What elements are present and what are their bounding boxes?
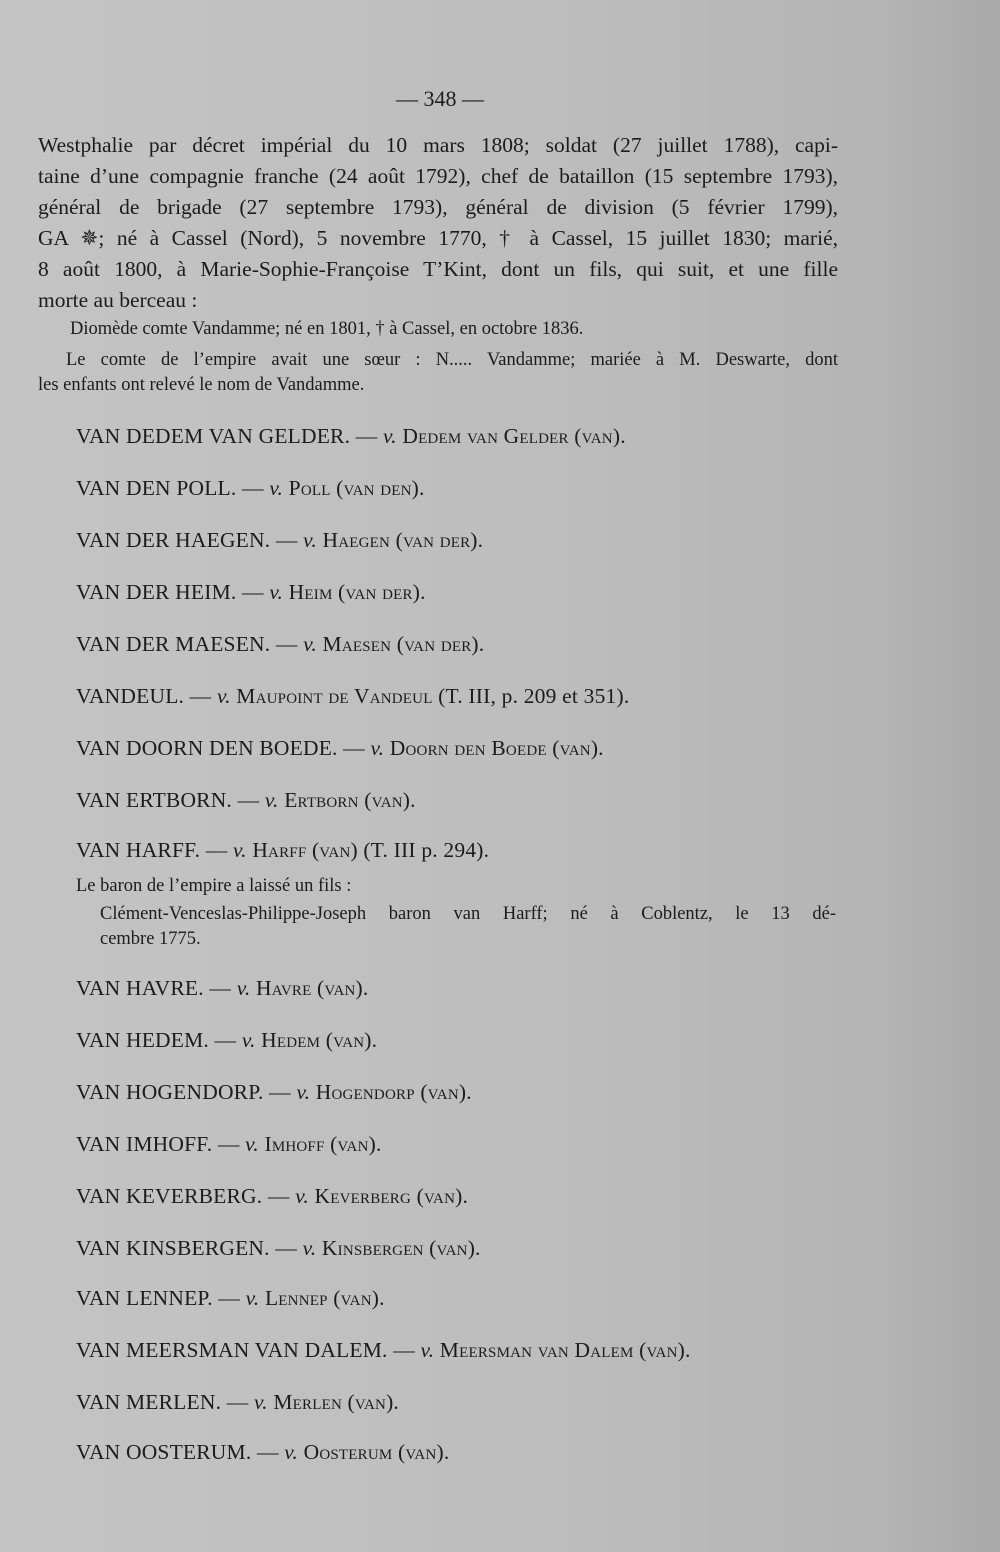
entry: VAN HARFF. — v. Harff (van) (T. III p. 294).	[76, 838, 490, 862]
entry-name: VAN ERTBORN.	[76, 788, 233, 812]
entry-reference: Hogendorp (van).	[315, 1080, 472, 1104]
entry-reference: Doorn den Boede (van).	[389, 736, 604, 760]
entry: VAN HEDEM. — v. Hedem (van).	[76, 1028, 378, 1052]
entry: VANDEUL. — v. Maupoint de Vandeul (T. III, p. 209 et 351).	[76, 684, 630, 708]
intro-line: 8 août 1800, à Marie-Sophie-Françoise T’Kint, dont un fils, qui suit, et une fille	[38, 257, 838, 281]
entry: VAN KINSBERGEN. — v. Kinsbergen (van).	[76, 1236, 481, 1260]
entry-reference: Imhoff (van).	[264, 1132, 382, 1156]
see-marker: v.	[236, 976, 251, 1000]
see-marker: v.	[284, 1440, 299, 1464]
entry-reference: Harff (van)	[252, 838, 358, 862]
intro-line: morte au berceau :	[38, 288, 198, 312]
entry-reference: Hedem (van).	[261, 1028, 378, 1052]
see-marker: v.	[254, 1390, 268, 1414]
entry-reference: Haegen (van der).	[322, 528, 484, 552]
entry-name: VAN LENNEP.	[76, 1286, 213, 1310]
entry: VAN DEDEM VAN GELDER. — v. Dedem van Gelder (van).	[76, 424, 626, 448]
entry: VAN DEN POLL. — v. Poll (van den).	[76, 476, 425, 500]
see-marker: v.	[303, 528, 317, 552]
entry-name: VAN DOORN DEN BOEDE.	[76, 736, 338, 760]
entry: VAN DOORN DEN BOEDE. — v. Doorn den Boede (van).	[76, 736, 604, 760]
sister-note-line: les enfants ont relevé le nom de Vandamme.	[38, 375, 365, 395]
entry-reference-extra: (T. III p. 294).	[363, 838, 490, 862]
harff-note	[100, 902, 836, 952]
son-line: Diomède comte Vandamme; né en 1801, † à Cassel, en octobre 1836.	[70, 319, 584, 339]
entry: VAN HAVRE. — v. Havre (van).	[76, 976, 369, 1000]
entry-reference: Meersman van Dalem (van).	[439, 1338, 691, 1362]
entry-name: VAN MEERSMAN VAN DALEM.	[76, 1338, 388, 1362]
entry-reference: Heim (van der).	[288, 580, 426, 604]
entry-name: VAN HAVRE.	[76, 976, 204, 1000]
see-marker: v.	[245, 1286, 260, 1310]
entry-reference-extra: (T. III, p. 209 et 351).	[438, 684, 630, 708]
entry-name: VANDEUL.	[76, 684, 185, 708]
entry-name: VAN MERLEN.	[76, 1390, 222, 1414]
entry-name: VAN IMHOFF.	[76, 1132, 213, 1156]
see-marker: v.	[264, 788, 279, 812]
see-marker: v.	[269, 580, 284, 604]
entry-name: VAN KINSBERGEN.	[76, 1236, 270, 1260]
see-marker: v.	[370, 736, 385, 760]
entry: VAN KEVERBERG. — v. Keverberg (van).	[76, 1184, 469, 1208]
harff-note-intro: Le baron de l’empire a laissé un fils :	[76, 876, 352, 896]
harff-note-line: Clément-Venceslas-Philippe-Joseph baron van Harff; né à Coblentz, le 13 dé-	[100, 904, 836, 924]
entry-reference: Merlen (van).	[273, 1390, 400, 1414]
entry-name: VAN DER MAESEN.	[76, 632, 271, 656]
entry-reference: Lennep (van).	[264, 1286, 385, 1310]
see-marker: v.	[302, 1236, 317, 1260]
harff-note-line: cembre 1775.	[100, 929, 201, 949]
entry-name: VAN DER HAEGEN.	[76, 528, 271, 552]
sister-note-line: Le comte de l’empire avait une sœur : N..... Vandamme; mariée à M. Deswarte, dont	[66, 350, 838, 370]
entry-reference: Maesen (van der).	[322, 632, 485, 656]
sister-note	[38, 348, 838, 398]
see-marker: v.	[216, 684, 231, 708]
entry-reference: Dedem van Gelder (van).	[402, 424, 626, 448]
see-marker: v.	[233, 838, 247, 862]
see-marker: v.	[296, 1080, 311, 1104]
entry-name: VAN HARFF.	[76, 838, 201, 862]
entry: VAN OOSTERUM. — v. Oosterum (van).	[76, 1440, 450, 1464]
intro-line: Westphalie par décret impérial du 10 mars 1808; soldat (27 juillet 1788), capi-	[38, 133, 838, 157]
entry: VAN MEERSMAN VAN DALEM. — v. Meersman van Dalem (van).	[76, 1338, 691, 1362]
see-marker: v.	[303, 632, 317, 656]
page-number: — 348 —	[396, 86, 484, 111]
entry-name: VAN HEDEM.	[76, 1028, 209, 1052]
entry-name: VAN HOGENDORP.	[76, 1080, 264, 1104]
intro-line: taine d’une compagnie franche (24 août 1792), chef de bataillon (15 septembre 1793),	[38, 164, 838, 188]
entry-reference: Poll (van den).	[288, 476, 425, 500]
entry-reference: Ertborn (van).	[284, 788, 416, 812]
intro-paragraph	[38, 130, 838, 316]
entry: VAN ERTBORN. — v. Ertborn (van).	[76, 788, 416, 812]
see-marker: v.	[383, 424, 397, 448]
entry: VAN MERLEN. — v. Merlen (van).	[76, 1390, 400, 1414]
entry-reference: Kinsbergen (van).	[321, 1236, 481, 1260]
see-marker: v.	[241, 1028, 256, 1052]
see-marker: v.	[420, 1338, 435, 1362]
see-marker: v.	[295, 1184, 309, 1208]
intro-line: GA ✵; né à Cassel (Nord), 5 novembre 1770, † à Cassel, 15 juillet 1830; marié,	[38, 226, 838, 250]
see-marker: v.	[269, 476, 284, 500]
entry-name: VAN OOSTERUM.	[76, 1440, 252, 1464]
entry: VAN DER HEIM. — v. Heim (van der).	[76, 580, 426, 604]
see-marker: v.	[245, 1132, 259, 1156]
entry: VAN IMHOFF. — v. Imhoff (van).	[76, 1132, 382, 1156]
entry: VAN DER MAESEN. — v. Maesen (van der).	[76, 632, 485, 656]
entry-reference: Maupoint de Vandeul	[236, 684, 433, 708]
entry: VAN LENNEP. — v. Lennep (van).	[76, 1286, 385, 1310]
entry-reference: Havre (van).	[256, 976, 369, 1000]
entry-reference: Oosterum (van).	[303, 1440, 450, 1464]
entry: VAN HOGENDORP. — v. Hogendorp (van).	[76, 1080, 472, 1104]
entry-name: VAN KEVERBERG.	[76, 1184, 263, 1208]
intro-line: général de brigade (27 septembre 1793), général de division (5 février 1799),	[38, 195, 838, 219]
entry-name: VAN DEDEM VAN GELDER.	[76, 424, 351, 448]
entry-reference: Keverberg (van).	[314, 1184, 469, 1208]
entry-name: VAN DER HEIM.	[76, 580, 237, 604]
entry-name: VAN DEN POLL.	[76, 476, 237, 500]
entry: VAN DER HAEGEN. — v. Haegen (van der).	[76, 528, 484, 552]
